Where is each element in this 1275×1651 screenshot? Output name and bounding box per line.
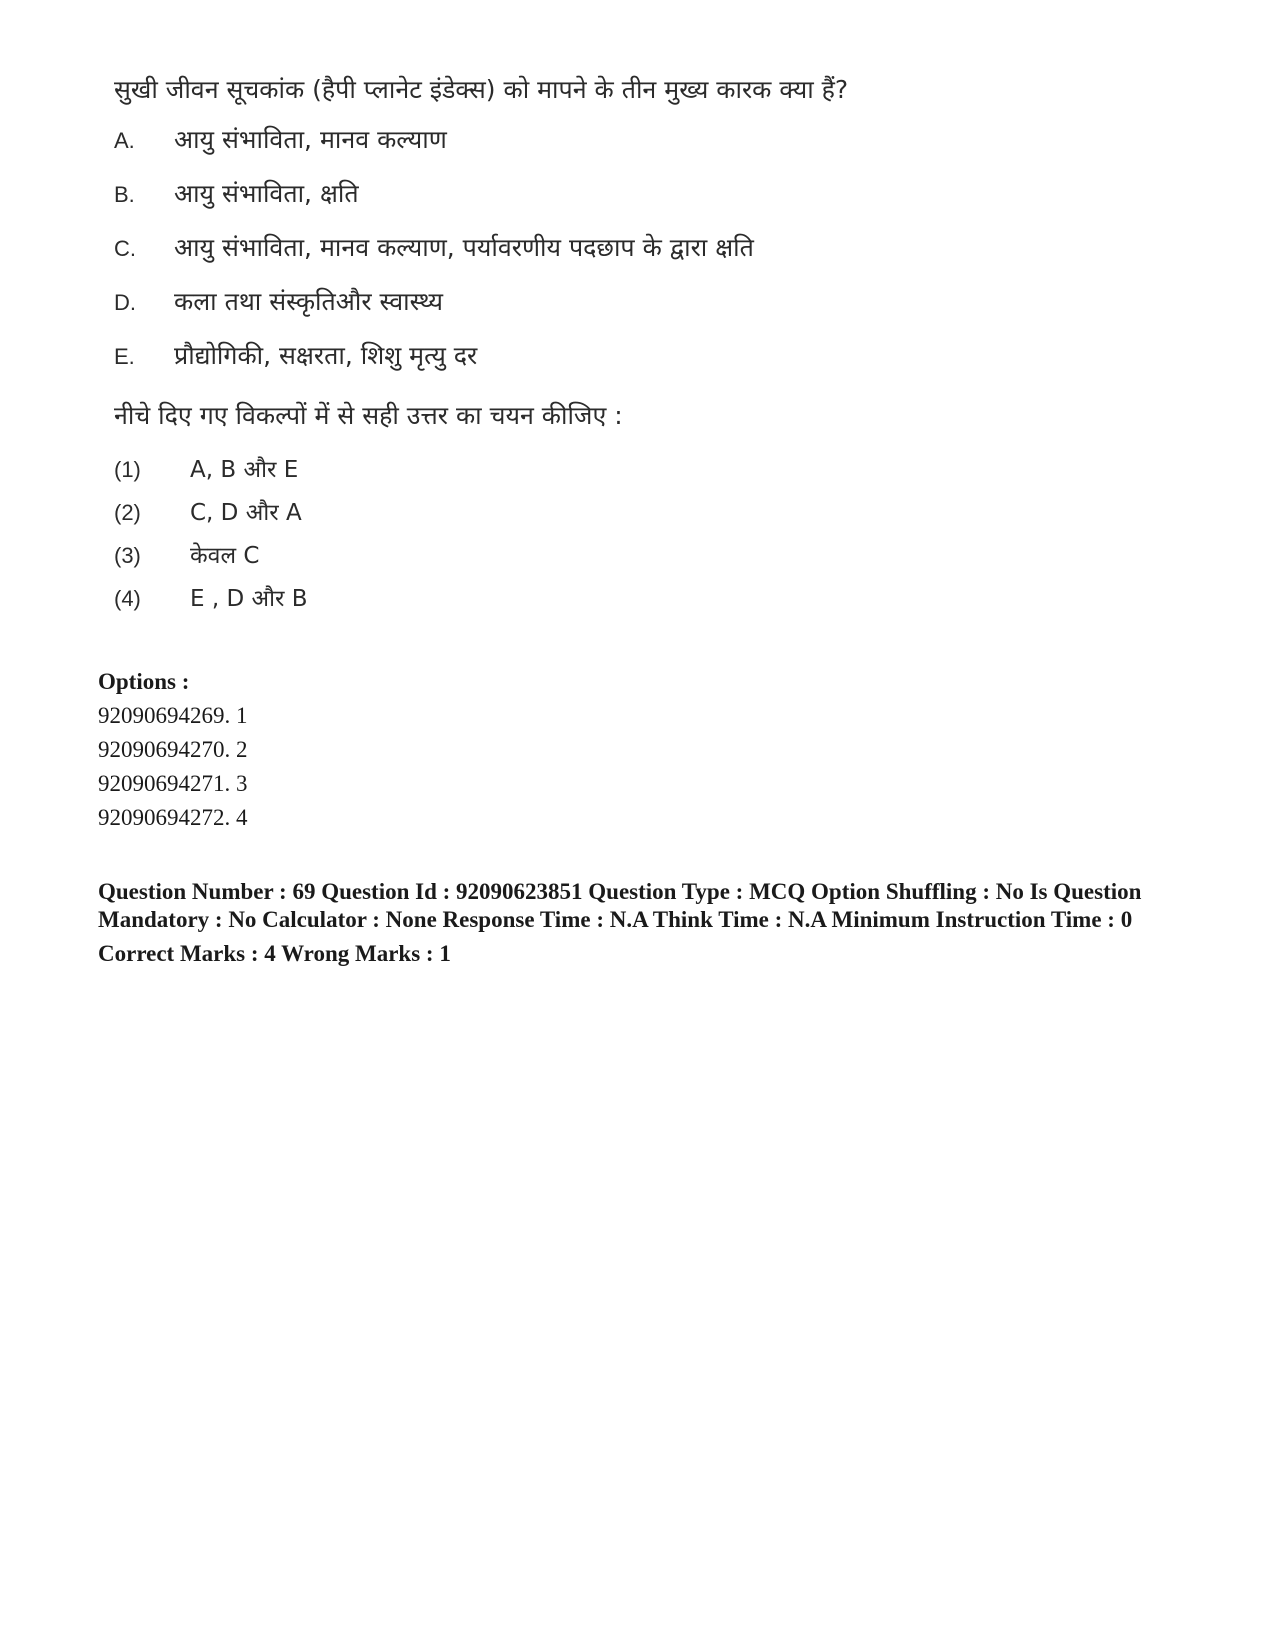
marks-line: Correct Marks : 4 Wrong Marks : 1 (98, 941, 451, 966)
statement-letter: D. (114, 290, 136, 315)
choice-text: C, D और A (190, 500, 302, 526)
statement-row (100, 284, 920, 338)
option-item: 92090694271. 3 (98, 771, 248, 796)
choice-text: A, B और E (190, 457, 299, 483)
option-item: 92090694269. 1 (98, 703, 248, 728)
choice-text: केवल C (190, 543, 260, 569)
choice-number: (3) (114, 543, 141, 568)
option-item: 92090694270. 2 (98, 737, 248, 762)
statement-text: प्रौद्योगिकी, सक्षरता, शिशु मृत्यु दर (174, 341, 478, 370)
statement-letter: C. (114, 236, 136, 261)
statement-row (100, 230, 920, 284)
choice-row (100, 538, 920, 581)
statement-letter: B. (114, 182, 135, 207)
statement-text: कला तथा संस्कृतिऔर स्वास्थ्य (174, 287, 443, 316)
statement-text: आयु संभाविता, मानव कल्याण, पर्यावरणीय पदछाप के द्वारा क्षति (174, 233, 754, 262)
choice-number: (4) (114, 586, 141, 611)
choice-row (100, 581, 920, 624)
choice-row (100, 495, 920, 538)
statement-text: आयु संभाविता, मानव कल्याण (174, 125, 447, 154)
statement-row (100, 176, 920, 230)
choice-number: (1) (114, 457, 141, 482)
question-image (100, 70, 920, 624)
statement-letter: A. (114, 128, 135, 153)
question-info-line: Question Number : 69 Question Id : 92090623851 Question Type : MCQ Option Shuffling : No Is Question Mandatory : No Calculator : None Response Time : N.A Think Time : N.A Minimum Instruction Time : 0 (98, 879, 1142, 932)
question-meta (98, 878, 1158, 968)
choice-number: (2) (114, 500, 141, 525)
question-instruction: नीचे दिए गए विकल्पों में से सही उत्तर का चयन कीजिए : (114, 401, 623, 430)
options-heading: Options : (98, 669, 190, 694)
choice-text: E , D और B (190, 586, 308, 612)
question-stem: सुखी जीवन सूचकांक (हैपी प्लानेट इंडेक्स) को मापने के तीन मुख्य कारक क्या हैं? (114, 75, 849, 104)
option-item: 92090694272. 4 (98, 805, 248, 830)
statement-row (100, 122, 920, 176)
options-list (98, 665, 248, 835)
statement-letter: E. (114, 344, 135, 369)
statement-row (100, 338, 920, 392)
choice-row (100, 452, 920, 495)
statement-text: आयु संभाविता, क्षति (174, 179, 359, 208)
